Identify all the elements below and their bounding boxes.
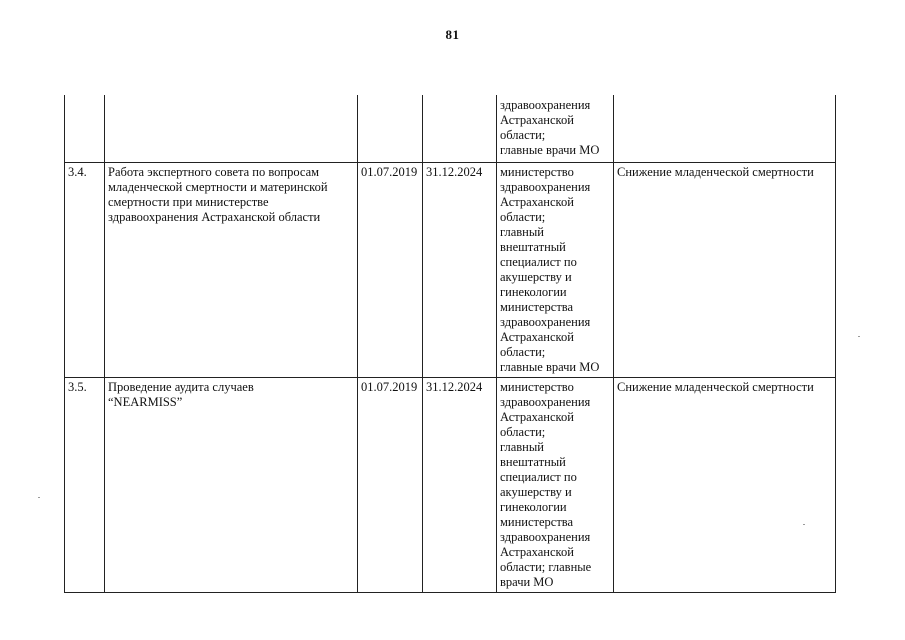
measures-table [64,95,836,593]
cell-start-date [358,95,423,162]
cell-end-date [423,95,497,162]
cell-responsible: министерство здравоохранения Астраханской области; главный внештатный специалист по акушерству и гинекологии министерства здравоохранения Астраханской области; главные врачи МО [497,162,614,377]
cell-end-date: 31.12.2024 [423,377,497,592]
cell-number [65,95,105,162]
cell-responsible: министерство здравоохранения Астраханской области; главный внештатный специалист по акушерству и гинекологии министерства здравоохранения Астраханской области; главные врачи МО [497,377,614,592]
cell-event: Проведение аудита случаев “NEARMISS” [105,377,358,592]
cell-event [105,95,358,162]
cell-number: 3.4. [65,162,105,377]
cell-end-date: 31.12.2024 [423,162,497,377]
table-row [65,377,836,592]
cell-start-date: 01.07.2019 [358,162,423,377]
cell-result [614,95,836,162]
cell-event: Работа экспертного совета по вопросам младенческой смертности и материнской смертности при министерстве здравоохранения Астраханской области [105,162,358,377]
cell-responsible: здравоохранения Астраханской области; главные врачи МО [497,95,614,162]
scan-speck [803,524,805,525]
table-row-continuation [65,95,836,162]
cell-result: Снижение младенческой смертности [614,377,836,592]
cell-number: 3.5. [65,377,105,592]
cell-result: Снижение младенческой смертности [614,162,836,377]
cell-start-date: 01.07.2019 [358,377,423,592]
page-number: 81 [445,27,460,42]
table-row [65,162,836,377]
scan-speck [858,336,860,337]
scan-speck [38,497,40,498]
